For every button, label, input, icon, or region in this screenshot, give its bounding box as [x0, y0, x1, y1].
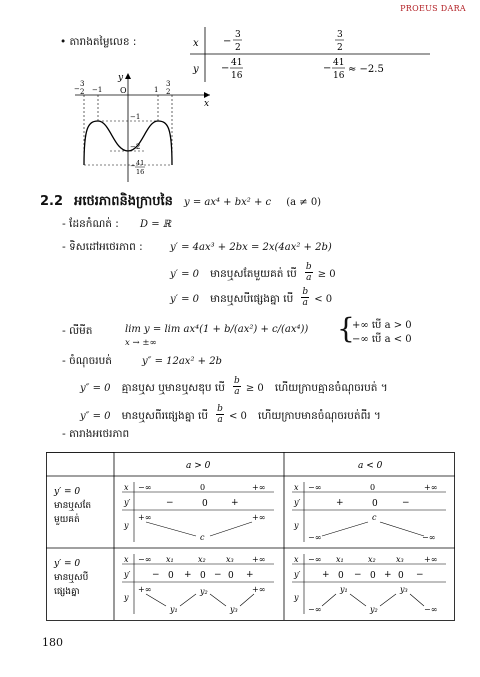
ytick-41: 41 — [136, 159, 145, 167]
c1-yp: y′ — [124, 498, 131, 507]
c3-x3: x₃ — [226, 555, 234, 564]
limit-label: - លីមីត — [62, 325, 93, 337]
derivative: y′ = 4ax³ + 2bx = 2x(4ax² + 2b) — [170, 242, 332, 253]
c1-pinf: +∞ — [252, 483, 266, 492]
c4-yp: y′ — [294, 570, 301, 579]
xtick-minus: − — [74, 85, 80, 93]
i2-cond: < 0 — [228, 411, 247, 422]
c4-y1: y₁ — [340, 585, 348, 594]
inflection-line-2 — [80, 404, 381, 425]
v1-eq: y′ = 0 — [170, 269, 200, 280]
c1-x: x — [124, 483, 129, 492]
limit-case-2: −∞ បើ a < 0 — [352, 334, 412, 345]
quartic-graph — [70, 70, 220, 188]
xtick-32-den: 2 — [166, 88, 171, 96]
limit-case-1: +∞ បើ a > 0 — [352, 320, 412, 331]
vt-x1-num: 3 — [235, 30, 241, 40]
c3-yp: y′ — [124, 570, 131, 579]
row1-label-l3: មួយគត់ — [54, 515, 80, 525]
c2-plus: + — [336, 498, 344, 508]
c1-y-pinf-r: +∞ — [252, 513, 266, 522]
c4-z3: 0 — [398, 571, 404, 581]
v2-frac: $\frac{b}{a}$ — [302, 287, 309, 308]
c3-s1: − — [152, 570, 160, 580]
vt-y2-den: 16 — [333, 71, 345, 81]
limit-brace: { — [337, 312, 355, 345]
ytick-minus: − — [130, 162, 136, 170]
c4-y-minf-r: −∞ — [424, 605, 438, 614]
domain-value: D = ℝ — [140, 219, 172, 230]
xtick-m32-num: 3 — [80, 80, 85, 88]
i1-cond: ≥ 0 — [245, 383, 264, 394]
c3-s3: − — [214, 570, 222, 580]
value-table-label: • តារាងតម្លៃលេខ : — [60, 36, 137, 48]
c4-x2: x₂ — [368, 555, 376, 564]
c2-minf: −∞ — [308, 483, 322, 492]
second-derivative: y″ = 12ax² + 2b — [142, 356, 222, 367]
v1-text: មានឬសតែមួយគត់ បើ — [210, 268, 297, 280]
col-a-pos: a > 0 — [186, 461, 211, 471]
xtick-32-num: 3 — [166, 80, 171, 88]
c3-x2: x₂ — [198, 555, 206, 564]
section-equation: y = ax⁴ + bx² + c — [184, 197, 272, 208]
vt-y2-num: 41 — [333, 58, 345, 68]
vt-y2-approx: ≈ −2.5 — [348, 64, 384, 75]
c1-y-pinf-l: +∞ — [138, 513, 152, 522]
c2-zero-sign: 0 — [372, 499, 378, 509]
row2-label-l3: ផ្សេងគ្នា — [54, 587, 80, 597]
vt-y2-sign: − — [323, 63, 332, 74]
c3-z2: 0 — [200, 571, 206, 581]
c2-yp: y′ — [294, 498, 301, 507]
variation-table — [46, 452, 456, 622]
c1-plus: + — [231, 498, 239, 508]
c2-y-minf-r: −∞ — [422, 533, 436, 542]
c1-zero-sign: 0 — [202, 499, 208, 509]
limit-expr: lim y = lim ax⁴(1 + b/(ax²) + c/(ax⁴)) — [125, 324, 309, 335]
i2-frac: $\frac{b}{a}$ — [217, 404, 223, 425]
c3-y-pinf-r: +∞ — [252, 585, 266, 594]
i2-eq: y″ = 0 — [80, 411, 111, 422]
c4-y: y — [294, 593, 299, 602]
graph-origin-label: O — [120, 86, 127, 95]
xtick-m32-den: 2 — [80, 88, 85, 96]
i1-eq: y″ = 0 — [80, 383, 111, 394]
vt-y1-den: 16 — [231, 71, 243, 81]
c4-z2: 0 — [370, 571, 376, 581]
c3-s4: + — [246, 570, 254, 580]
c2-c: c — [372, 513, 377, 522]
i2-text: មានឬសពីរផ្សេងគ្នា បើ — [121, 410, 209, 422]
c4-s1: + — [322, 570, 330, 580]
c1-y: y — [124, 521, 129, 530]
row1-label-l2: មានឬសតែ — [54, 501, 92, 511]
vt-x2-num: 3 — [337, 30, 343, 40]
c3-z1: 0 — [168, 571, 174, 581]
v1-frac: $\frac{b}{a}$ — [305, 262, 312, 283]
c3-x: x — [124, 555, 129, 564]
c3-y: y — [124, 593, 129, 602]
variation-line-2 — [170, 287, 332, 308]
ytick-16: 16 — [136, 168, 145, 176]
vt-x2-den: 2 — [337, 43, 343, 53]
vt-y1-sign: − — [221, 63, 230, 74]
c3-s2: + — [184, 570, 192, 580]
inflection-line-1 — [80, 376, 388, 397]
c3-z3: 0 — [228, 571, 234, 581]
c1-zero: 0 — [200, 483, 206, 492]
i1-text: គ្មានឬស ឬមានឬសឌុប បើ — [121, 382, 225, 394]
graph-y-label: y — [118, 73, 124, 83]
c3-y2: y₂ — [200, 587, 208, 596]
c1-minus: − — [166, 498, 174, 508]
c2-zero: 0 — [370, 483, 376, 492]
c1-minf: −∞ — [138, 483, 152, 492]
domain-label: - ដែនកំណត់ : — [62, 218, 119, 230]
c4-y2: y₂ — [370, 605, 378, 614]
col-a-neg: a < 0 — [358, 461, 383, 471]
vt-x1-den: 2 — [235, 43, 241, 53]
c3-y1: y₁ — [170, 605, 178, 614]
variation-table-label: - តារាងអថេរភាព — [62, 428, 130, 440]
c4-x1: x₁ — [336, 555, 344, 564]
i1-frac: $\frac{b}{a}$ — [234, 376, 240, 397]
row2-label-l2: មានឬសបី — [54, 573, 89, 583]
graph-x-label: x — [204, 99, 210, 109]
c4-s3: + — [384, 570, 392, 580]
vt-x1-sign: − — [223, 36, 232, 47]
v2-eq: y′ = 0 — [170, 294, 200, 305]
section-condition: (a ≠ 0) — [286, 197, 322, 208]
i2-tail: ហើយក្រាបមានចំណុចរបត់ពីរ ។ — [258, 410, 381, 422]
variation-label: - ទិសដៅអថេរភាព : — [62, 241, 143, 253]
row1-label-eq: y′ = 0 — [54, 487, 81, 497]
section-title: អថេរភាពនិងក្រាបនៃ — [74, 194, 173, 209]
c2-y-minf-l: −∞ — [308, 533, 322, 542]
section-number: 2.2 — [40, 194, 64, 209]
row2-label-eq: y′ = 0 — [54, 559, 81, 569]
limit-sub: x → ±∞ — [125, 338, 157, 348]
vt-y1-num: 41 — [231, 58, 243, 68]
ytick-m2: −2 — [130, 143, 141, 151]
c2-minus: − — [402, 498, 410, 508]
c3-y-pinf-l: +∞ — [138, 585, 152, 594]
v2-text: មានឬសបីផ្សេងគ្នា បើ — [210, 293, 294, 305]
c3-minf: −∞ — [138, 555, 152, 564]
c4-y-minf-l: −∞ — [308, 605, 322, 614]
c3-pinf: +∞ — [252, 555, 266, 564]
c4-x: x — [294, 555, 299, 564]
c4-s4: − — [416, 570, 424, 580]
c3-x1: x₁ — [166, 555, 174, 564]
c2-pinf: +∞ — [424, 483, 438, 492]
c4-pinf: +∞ — [424, 555, 438, 564]
ytick-m1: −1 — [130, 113, 141, 121]
i1-tail: ហើយក្រាបគ្មានចំណុចរបត់ ។ — [274, 382, 388, 394]
c4-s2: − — [354, 570, 362, 580]
header-brand: PROEUS DARA — [400, 4, 466, 13]
v1-cond: ≥ 0 — [317, 269, 336, 280]
c4-z1: 0 — [338, 571, 344, 581]
inflection-label: - ចំណុចរបត់ — [62, 355, 112, 367]
c4-x3: x₃ — [396, 555, 404, 564]
xtick-m1: −1 — [92, 86, 103, 94]
c4-y3: y₃ — [400, 585, 408, 594]
xtick-1: 1 — [154, 86, 159, 94]
page-number: 180 — [42, 636, 63, 649]
c4-minf: −∞ — [308, 555, 322, 564]
c2-y: y — [294, 521, 299, 530]
vt-y-label: y — [193, 64, 199, 75]
section-heading — [40, 190, 321, 212]
vt-x-label: x — [193, 38, 199, 49]
c3-y3: y₃ — [230, 605, 238, 614]
variation-line-1 — [170, 262, 336, 283]
v2-cond: < 0 — [314, 294, 333, 305]
c2-x: x — [294, 483, 299, 492]
value-table — [185, 24, 435, 84]
c1-c: c — [200, 533, 205, 542]
